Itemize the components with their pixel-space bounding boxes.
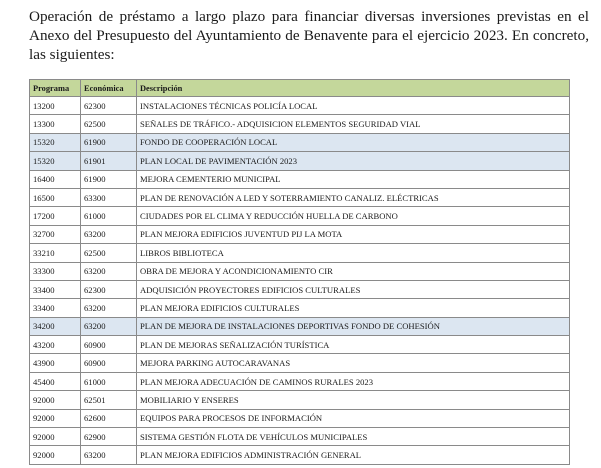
header-economica: Económica bbox=[81, 80, 137, 97]
cell-descripcion: CIUDADES POR EL CLIMA Y REDUCCIÓN HUELLA DE CARBONO bbox=[137, 207, 570, 225]
cell-descripcion: PLAN MEJORA ADECUACIÓN DE CAMINOS RURALES 2023 bbox=[137, 372, 570, 390]
table-row bbox=[30, 152, 570, 170]
cell-descripcion: MOBILIARIO Y ENSERES bbox=[137, 391, 570, 409]
table-row bbox=[30, 372, 570, 390]
cell-descripcion: LIBROS BIBLIOTECA bbox=[137, 244, 570, 262]
cell-economica: 63200 bbox=[81, 446, 137, 464]
cell-programa: 45400 bbox=[30, 372, 81, 390]
cell-descripcion: ADQUISICIÓN PROYECTORES EDIFICIOS CULTURALES bbox=[137, 280, 570, 298]
cell-economica: 61000 bbox=[81, 372, 137, 390]
cell-economica: 63200 bbox=[81, 225, 137, 243]
cell-descripcion: PLAN LOCAL DE PAVIMENTACIÓN 2023 bbox=[137, 152, 570, 170]
cell-programa: 15320 bbox=[30, 133, 81, 151]
cell-descripcion: SEÑALES DE TRÁFICO.- ADQUISICION ELEMENTOS SEGURIDAD VIAL bbox=[137, 115, 570, 133]
table-row bbox=[30, 317, 570, 335]
table-header-row bbox=[30, 80, 570, 97]
cell-economica: 63300 bbox=[81, 188, 137, 206]
table-row bbox=[30, 170, 570, 188]
cell-programa: 16400 bbox=[30, 170, 81, 188]
table-row bbox=[30, 280, 570, 298]
cell-descripcion: PLAN MEJORA EDIFICIOS CULTURALES bbox=[137, 299, 570, 317]
cell-economica: 63200 bbox=[81, 262, 137, 280]
table-row bbox=[30, 244, 570, 262]
cell-descripcion: PLAN MEJORA EDIFICIOS JUVENTUD PIJ LA MOTA bbox=[137, 225, 570, 243]
cell-economica: 61900 bbox=[81, 133, 137, 151]
table-row bbox=[30, 299, 570, 317]
table-row bbox=[30, 188, 570, 206]
table-row bbox=[30, 115, 570, 133]
cell-programa: 92000 bbox=[30, 428, 81, 446]
cell-descripcion: PLAN DE RENOVACIÓN A LED Y SOTERRAMIENTO CANALIZ. ELÉCTRICAS bbox=[137, 188, 570, 206]
cell-descripcion: MEJORA PARKING AUTOCARAVANAS bbox=[137, 354, 570, 372]
table-row bbox=[30, 409, 570, 427]
cell-programa: 16500 bbox=[30, 188, 81, 206]
cell-economica: 62600 bbox=[81, 409, 137, 427]
table-row bbox=[30, 133, 570, 151]
cell-programa: 32700 bbox=[30, 225, 81, 243]
cell-economica: 62300 bbox=[81, 97, 137, 115]
cell-descripcion: PLAN DE MEJORAS SEÑALIZACIÓN TURÍSTICA bbox=[137, 336, 570, 354]
cell-programa: 13200 bbox=[30, 97, 81, 115]
cell-descripcion: MEJORA CEMENTERIO MUNICIPAL bbox=[137, 170, 570, 188]
cell-descripcion: INSTALACIONES TÉCNICAS POLICÍA LOCAL bbox=[137, 97, 570, 115]
cell-programa: 92000 bbox=[30, 409, 81, 427]
cell-economica: 62500 bbox=[81, 244, 137, 262]
cell-programa: 43200 bbox=[30, 336, 81, 354]
cell-programa: 33400 bbox=[30, 280, 81, 298]
cell-descripcion: PLAN DE MEJORA DE INSTALACIONES DEPORTIVAS FONDO DE COHESIÓN bbox=[137, 317, 570, 335]
table-row bbox=[30, 354, 570, 372]
header-descripcion: Descripción bbox=[137, 80, 570, 97]
cell-programa: 13300 bbox=[30, 115, 81, 133]
cell-economica: 62900 bbox=[81, 428, 137, 446]
table-row bbox=[30, 446, 570, 464]
cell-economica: 61900 bbox=[81, 170, 137, 188]
cell-economica: 61000 bbox=[81, 207, 137, 225]
cell-descripcion: EQUIPOS PARA PROCESOS DE INFORMACIÓN bbox=[137, 409, 570, 427]
cell-descripcion: PLAN MEJORA EDIFICIOS ADMINISTRACIÓN GENERAL bbox=[137, 446, 570, 464]
header-programa: Programa bbox=[30, 80, 81, 97]
table-row bbox=[30, 97, 570, 115]
cell-descripcion: FONDO DE COOPERACIÓN LOCAL bbox=[137, 133, 570, 151]
cell-programa: 15320 bbox=[30, 152, 81, 170]
cell-economica: 63200 bbox=[81, 317, 137, 335]
table-row bbox=[30, 225, 570, 243]
cell-economica: 60900 bbox=[81, 354, 137, 372]
intro-paragraph: Operación de préstamo a largo plazo para financiar diversas inversiones previstas en el Anexo del Presupuesto del Ayuntamiento de Benavente para el ejercicio 2023. En concreto, las siguientes: bbox=[29, 8, 589, 63]
cell-economica: 60900 bbox=[81, 336, 137, 354]
cell-programa: 92000 bbox=[30, 446, 81, 464]
cell-programa: 43900 bbox=[30, 354, 81, 372]
cell-programa: 33210 bbox=[30, 244, 81, 262]
cell-economica: 61901 bbox=[81, 152, 137, 170]
investments-table bbox=[29, 79, 570, 465]
cell-economica: 62300 bbox=[81, 280, 137, 298]
table-row bbox=[30, 336, 570, 354]
cell-economica: 62500 bbox=[81, 115, 137, 133]
cell-programa: 92000 bbox=[30, 391, 81, 409]
table-row bbox=[30, 207, 570, 225]
table-row bbox=[30, 391, 570, 409]
table-row bbox=[30, 428, 570, 446]
cell-descripcion: OBRA DE MEJORA Y ACONDICIONAMIENTO CIR bbox=[137, 262, 570, 280]
table-row bbox=[30, 262, 570, 280]
cell-programa: 17200 bbox=[30, 207, 81, 225]
cell-economica: 63200 bbox=[81, 299, 137, 317]
cell-programa: 33400 bbox=[30, 299, 81, 317]
cell-descripcion: SISTEMA GESTIÓN FLOTA DE VEHÍCULOS MUNICIPALES bbox=[137, 428, 570, 446]
cell-economica: 62501 bbox=[81, 391, 137, 409]
cell-programa: 34200 bbox=[30, 317, 81, 335]
cell-programa: 33300 bbox=[30, 262, 81, 280]
table-body bbox=[30, 97, 570, 465]
